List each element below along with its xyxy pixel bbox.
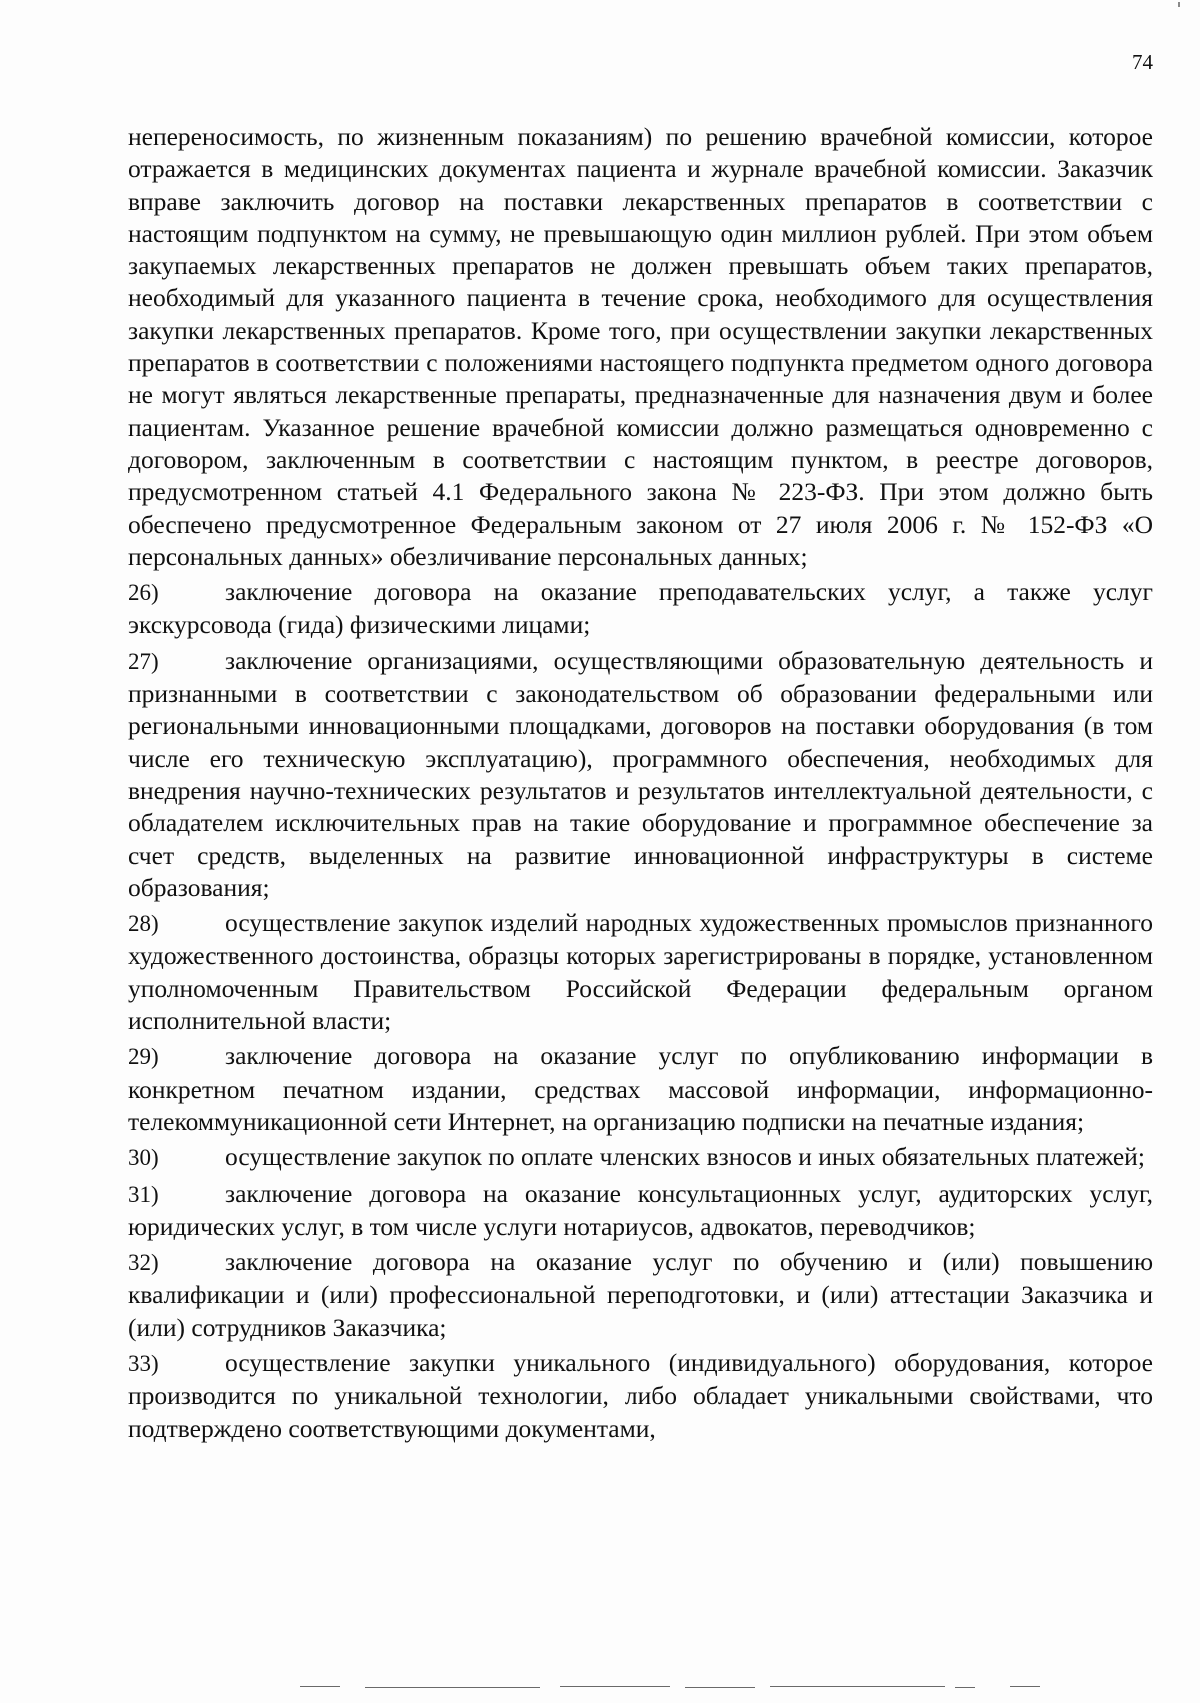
document-body <box>128 121 1153 1448</box>
item-number: 26) <box>128 580 159 606</box>
item-number: 28) <box>128 911 159 937</box>
item-text: заключение договора на оказание консультационных услуг, аудиторских услуг, юридических услуг, в том числе услуги нотариусов, адвокатов, переводчиков; <box>128 1178 1153 1241</box>
intro-paragraph: непереносимость, по жизненным показаниям) по решению врачебной комиссии, которое отражается в медицинских документах пациента и журнале врачебной комиссии. Заказчик вправе заключить договор на поставки лекарственных препаратов в соответствии с настоящим подпунктом на сумму, не превышающую один миллион рублей. При этом объем закупаемых лекарственных препаратов не должен превышать объем таких препаратов, необходимый для указанного пациента в течение срока, необходимого для осуществления закупки лекарственных препаратов. Кроме того, при осуществлении закупки лекарственных препаратов в соответствии с положениями настоящего подпункта предметом одного договора не могут являться лекарственные препараты, предназначенные для назначения двум и более пациентам. Указанное решение врачебной комиссии должно размещаться одновременно с договором, заключенным в соответствии с настоящим пунктом, в реестре договоров, предусмотренном статьей 4.1 Федерального закона № 223-ФЗ. При этом должно быть обеспечено предусмотренное Федеральным законом от 27 июля 2006 г. № 152-ФЗ «О персональных данных» обезличивание персональных данных; <box>128 122 1153 571</box>
scan-artifact-line <box>365 1687 540 1688</box>
scan-artifact-mark <box>1178 2 1180 7</box>
item-text: заключение договора на оказание преподавательских услуг, а также услуг экскурсовода (гида) физическими лицами; <box>128 577 1153 640</box>
item-number: 30) <box>128 1145 159 1171</box>
scan-artifact-line <box>300 1686 340 1687</box>
list-item-30 <box>128 1141 1153 1174</box>
item-text: заключение организациями, осуществляющими образовательную деятельность и признанными в соответствии с законодательством об образовании федеральными или региональными инновационными площадками, договоров на поставки оборудования (в том числе его техническую эксплуатацию), программного обеспечения, необходимых для внедрения научно-технических результатов и результатов интеллектуальной деятельности, с обладателем исключительных прав на такие оборудование и программное обеспечение за счет средств, выделенных на развитие инновационной инфраструктуры в системе образования; <box>128 645 1153 902</box>
scan-artifact-line <box>770 1686 945 1687</box>
list-item-32 <box>128 1246 1153 1344</box>
scan-artifact-line <box>955 1687 975 1688</box>
item-text: осуществление закупок по оплате членских взносов и иных обязательных платежей; <box>225 1142 1145 1172</box>
page-number: 74 <box>1132 50 1153 74</box>
item-number: 29) <box>128 1044 159 1070</box>
item-number: 31) <box>128 1181 159 1207</box>
list-item-26 <box>128 576 1153 642</box>
item-text: заключение договора на оказание услуг по обучению и (или) повышению квалификации и (или) профессиональной переподготовки, и (или) аттестации Заказчика и (или) сотрудников Заказчика; <box>128 1247 1153 1342</box>
scan-artifact-line <box>560 1686 670 1687</box>
item-number: 33) <box>128 1350 159 1376</box>
list-item-27 <box>128 645 1153 904</box>
item-number: 32) <box>128 1250 159 1276</box>
item-text: осуществление закупок изделий народных художественных промыслов признанного художественного достоинства, образцы которых зарегистрированы в порядке, установленном уполномоченным Правительством Российской Федерации федеральным органом исполнительной власти; <box>128 908 1153 1036</box>
scan-artifact-line <box>685 1687 755 1688</box>
item-text: заключение договора на оказание услуг по опубликованию информации в конкретном печатном издании, средствах массовой информации, информационно-телекоммуникационной сети Интернет, на организацию подписки на печатные издания; <box>128 1041 1153 1136</box>
list-item-29 <box>128 1040 1153 1138</box>
item-number: 27) <box>128 648 159 674</box>
list-item-31 <box>128 1178 1153 1244</box>
list-item-28 <box>128 907 1153 1037</box>
list-item-33 <box>128 1347 1153 1445</box>
item-text: осуществление закупки уникального (индивидуального) оборудования, которое производится по уникальной технологии, либо обладает уникальными свойствами, что подтверждено соответствующими документами, <box>128 1347 1153 1443</box>
scan-artifact-line <box>1010 1686 1040 1687</box>
